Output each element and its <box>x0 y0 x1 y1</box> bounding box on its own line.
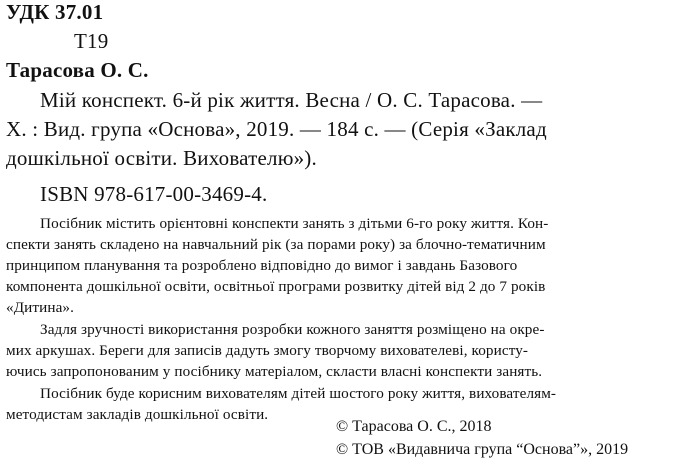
annotation-line: принципом планування та розроблено відповідно до вимог і завдань Базового <box>6 257 518 274</box>
annotation-line: компонента дошкільної освіти, освітньої програми розвитку дітей від 2 до 7 років <box>6 278 546 295</box>
annotation-line: Посібник буде корисним вихователям дітей шостого року життя, вихователям- <box>40 385 557 402</box>
annotation-line: мих аркушах. Береги для записів дадуть змогу творчому вихователеві, користу- <box>6 342 529 359</box>
annotation-line: методистам закладів дошкільної освіти. <box>6 406 269 423</box>
copyright-publisher: © ТОВ «Видавнича група “Основа”», 2019 <box>336 441 629 458</box>
udc-code: УДК 37.01 <box>6 0 104 24</box>
author-mark: Т19 <box>74 29 109 53</box>
annotation-line: Посібник містить орієнтовні конспекти занять з дітьми 6-го року життя. Кон- <box>40 215 549 232</box>
description-line: Мій конспект. 6-й рік життя. Весна / О. С. Тарасова. — <box>40 88 543 112</box>
annotation-line: спекти занять складено на навчальний рік (за порами року) за блочно-тематичним <box>6 236 546 253</box>
author-heading: Тарасова О. С. <box>6 58 149 82</box>
copyright-author: © Тарасова О. С., 2018 <box>336 418 492 435</box>
annotation-line: Задля зручності використання розробки кожного заняття розміщено на окре- <box>40 321 545 338</box>
description-line: дошкільної освіти. Вихователю»). <box>6 146 317 170</box>
annotation-line: ючись запропонованим у посібнику матеріалом, скласти власні конспекти занять. <box>6 363 543 380</box>
description-line: Х. : Вид. група «Основа», 2019. — 184 с. — (Серія «Заклад <box>6 117 547 141</box>
isbn: ISBN 978-617-00-3469-4. <box>40 182 268 206</box>
annotation-line: «Дитина». <box>6 299 75 316</box>
